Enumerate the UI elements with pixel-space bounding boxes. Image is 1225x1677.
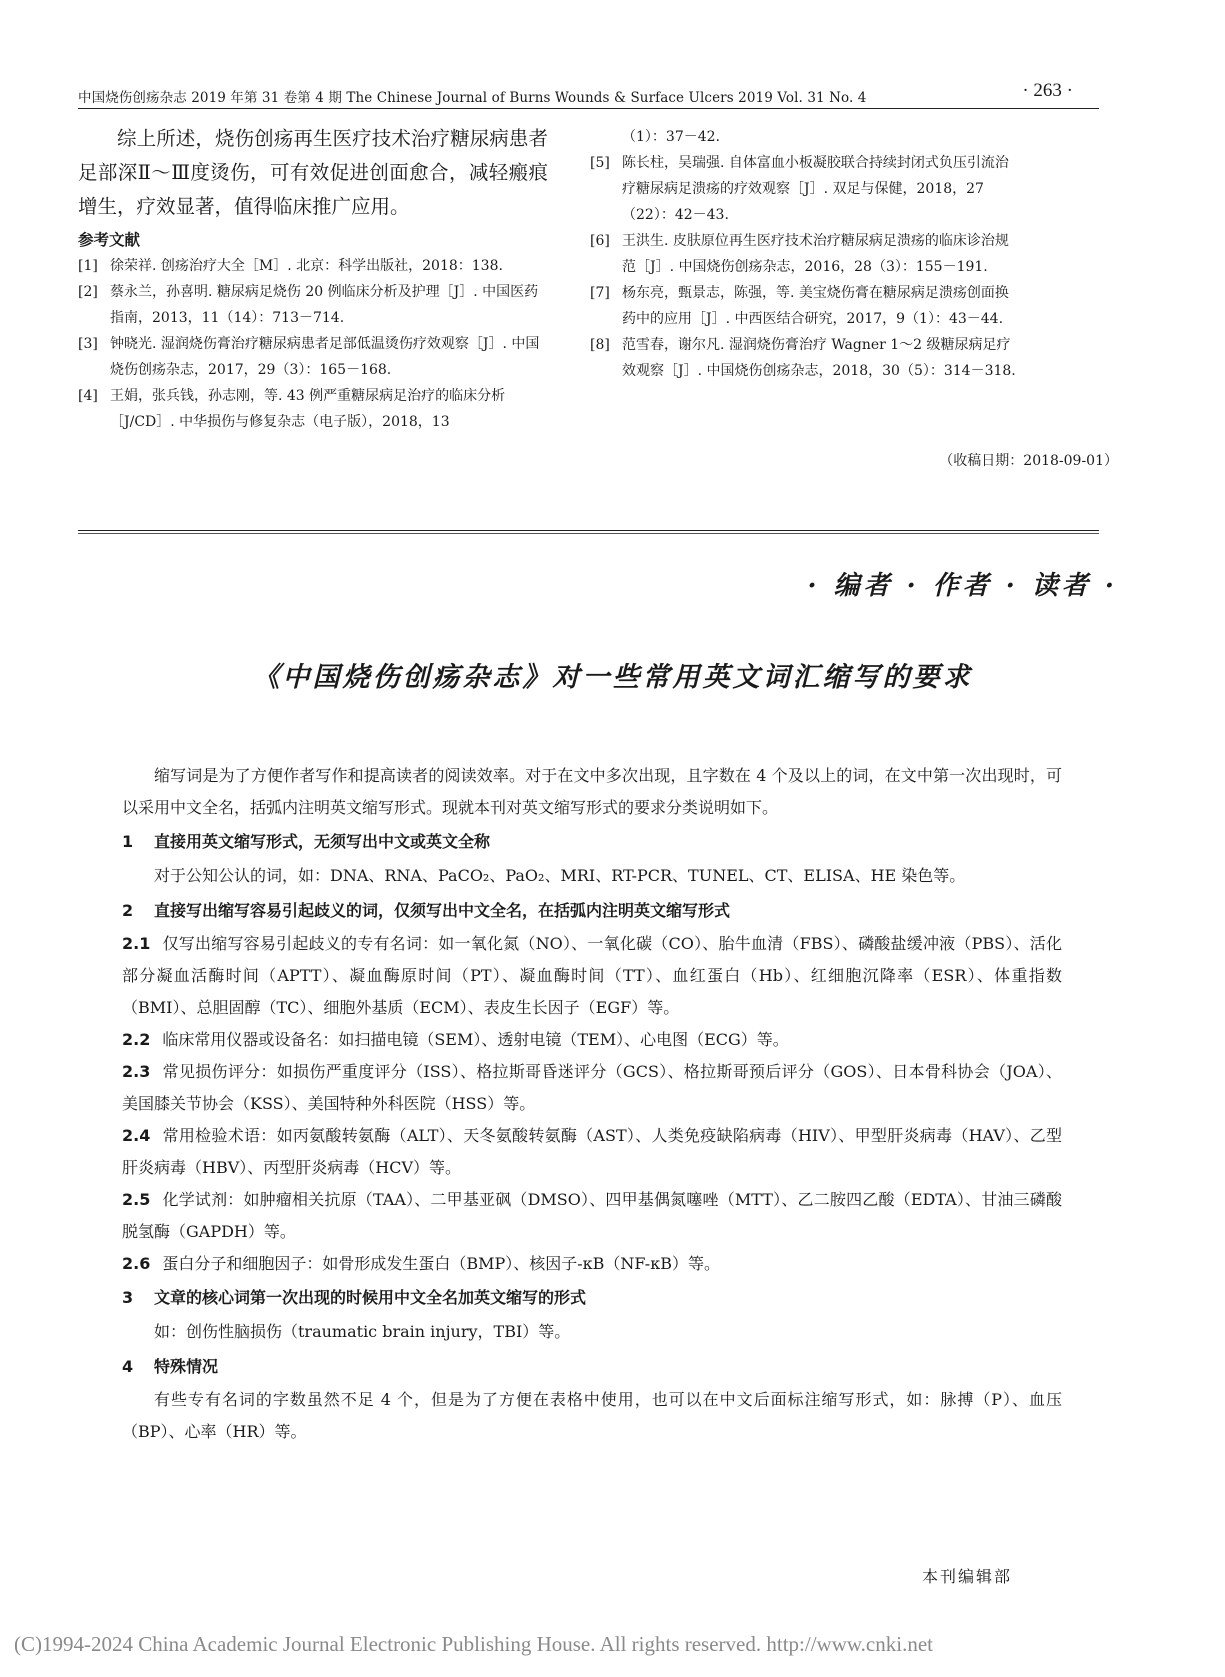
subsection-2-2: 2.2 临床常用仪器或设备名：如扫描电镜（SEM）、透射电镜（TEM）、心电图（ECG）等。 xyxy=(122,1030,789,1049)
left-column xyxy=(78,122,548,435)
reference-item: [4] 王娟，张兵钱，孙志刚，等. 43 例严重糖尿病足治疗的临床分析［J/CD］. 中华损伤与修复杂志（电子版），2018，13 xyxy=(78,388,506,430)
article-title: 《中国烧伤创疡杂志》对一些常用英文词汇缩写的要求 xyxy=(252,662,973,693)
reference-continuation: （1）：37－42. xyxy=(622,129,720,145)
article-body xyxy=(122,760,1062,1448)
subsection-2-5: 2.5 化学试剂：如肿瘤相关抗原（TAA）、二甲基亚砜（DMSO）、四甲基偶氮噻唑（MTT）、乙二胺四乙酸（EDTA）、甘油三磷酸脱氢酶（GAPDH）等。 xyxy=(122,1190,1062,1241)
conclusion-paragraph: 综上所述，烧伤创疡再生医疗技术治疗糖尿病患者足部深Ⅱ～Ⅲ度烫伤，可有效促进创面愈合，减轻瘢痕增生，疗效显著，值得临床推广应用。 xyxy=(78,127,548,218)
section-heading-4: 4 特殊情况 xyxy=(122,1357,219,1376)
section-heading-2: 2 直接写出缩写容易引起歧义的词，仅须写出中文全名，在括弧内注明英文缩写形式 xyxy=(122,901,731,920)
subsection-2-3: 2.3 常见损伤评分：如损伤严重度评分（ISS）、格拉斯哥昏迷评分（GCS）、格拉斯哥预后评分（GOS）、日本骨科协会（JOA）、美国膝关节协会（KSS）、美国特种外科医院（HSS）等。 xyxy=(122,1062,1062,1113)
received-date: （收稿日期：2018-09-01） xyxy=(939,453,1118,469)
references-list-right xyxy=(590,150,1020,384)
section-heading-1: 1 直接用英文缩写形式，无须写出中文或英文全称 xyxy=(122,832,491,851)
editorial-signature: 本刊编辑部 xyxy=(921,1567,1012,1586)
reference-item: [2] 蔡永兰，孙喜明. 糖尿病足烧伤 20 例临床分析及护理［J］. 中国医药指南，2013，11（14）：713－714. xyxy=(78,284,539,326)
reference-item: [7] 杨东亮，甄景志，陈强，等. 美宝烧伤膏在糖尿病足溃疡创面换药中的应用［J］. 中西医结合研究，2017，9（1）：43－44. xyxy=(590,285,1009,327)
section-tag: · 编者 · 作者 · 读者 · xyxy=(807,571,1118,601)
header-rule xyxy=(78,108,1099,109)
page-number: · 263 · xyxy=(1022,80,1073,101)
reference-item: [5] 陈长柱，吴瑞强. 自体富血小板凝胶联合持续封闭式负压引流治疗糖尿病足溃疡的疗效观察［J］. 双足与保健，2018，27（22）：42－43. xyxy=(590,155,1009,223)
running-header: 中国烧伤创疡杂志 2019 年第 31 卷第 4 期 The Chinese Journal of Burns Wounds & Surface Ulcers 2019 Vol. 31 No. 4 xyxy=(78,90,867,106)
references-heading: 参考文献 xyxy=(78,231,141,249)
reference-item: [3] 钟晓光. 湿润烧伤膏治疗糖尿病患者足部低温烫伤疗效观察［J］. 中国烧伤创疡杂志，2017，29（3）：165－168. xyxy=(78,336,540,378)
section-3-text: 如：创伤性脑损伤（traumatic brain injury，TBI）等。 xyxy=(154,1322,571,1341)
subsection-2-1: 2.1 仅写出缩写容易引起歧义的专有名词：如一氧化氮（NO）、一氧化碳（CO）、胎牛血清（FBS）、磷酸盐缓冲液（PBS）、活化部分凝血活酶时间（APTT）、凝血酶原时间（PT）、凝血酶时间（TT）、血红蛋白（Hb）、红细胞沉降率（ESR）、体重指数（BMI）、总胆固醇（TC）、细胞外基质（ECM）、表皮生长因子（EGF）等。 xyxy=(122,934,1062,1017)
references-list-left xyxy=(78,253,548,435)
section-heading-3: 3 文章的核心词第一次出现的时候用中文全名加英文缩写的形式 xyxy=(122,1288,587,1307)
section-divider-thin xyxy=(78,533,1099,534)
section-1-text: 对于公知公认的词，如：DNA、RNA、PaCO₂、PaO₂、MRI、RT-PCR、TUNEL、CT、ELISA、HE 染色等。 xyxy=(154,866,966,885)
reference-item: [6] 王洪生. 皮肤原位再生医疗技术治疗糖尿病足溃疡的临床诊治规范［J］. 中国烧伤创疡杂志，2016，28（3）：155－191. xyxy=(590,233,1009,275)
reference-item: [1] 徐荣祥. 创疡治疗大全［M］. 北京：科学出版社，2018：138. xyxy=(78,258,503,274)
subsection-2-6: 2.6 蛋白分子和细胞因子：如骨形成发生蛋白（BMP）、核因子-κB（NF-κB）等。 xyxy=(122,1254,720,1273)
section-divider xyxy=(78,530,1099,531)
intro-paragraph: 缩写词是为了方便作者写作和提高读者的阅读效率。对于在文中多次出现，且字数在 4 个及以上的词，在文中第一次出现时，可以采用中文全名，括弧内注明英文缩写形式。现就本刊对英文缩写形式的要求分类说明如下。 xyxy=(122,766,1062,817)
subsection-2-4: 2.4 常用检验术语：如丙氨酸转氨酶（ALT）、天冬氨酸转氨酶（AST）、人类免疫缺陷病毒（HIV）、甲型肝炎病毒（HAV）、乙型肝炎病毒（HBV）、丙型肝炎病毒（HCV）等。 xyxy=(122,1126,1062,1177)
copyright-footer: (C)1994-2024 China Academic Journal Electronic Publishing House. All rights reserved. http://www.cnki.net xyxy=(14,1632,933,1656)
reference-item: [8] 范雪春，谢尔凡. 湿润烧伤膏治疗 Wagner 1～2 级糖尿病足疗效观察［J］. 中国烧伤创疡杂志，2018，30（5）：314－318. xyxy=(590,337,1016,379)
section-4-text: 有些专有名词的字数虽然不足 4 个，但是为了方便在表格中使用，也可以在中文后面标注缩写形式，如：脉搏（P）、血压（BP）、心率（HR）等。 xyxy=(122,1390,1062,1441)
right-column xyxy=(590,124,1020,384)
